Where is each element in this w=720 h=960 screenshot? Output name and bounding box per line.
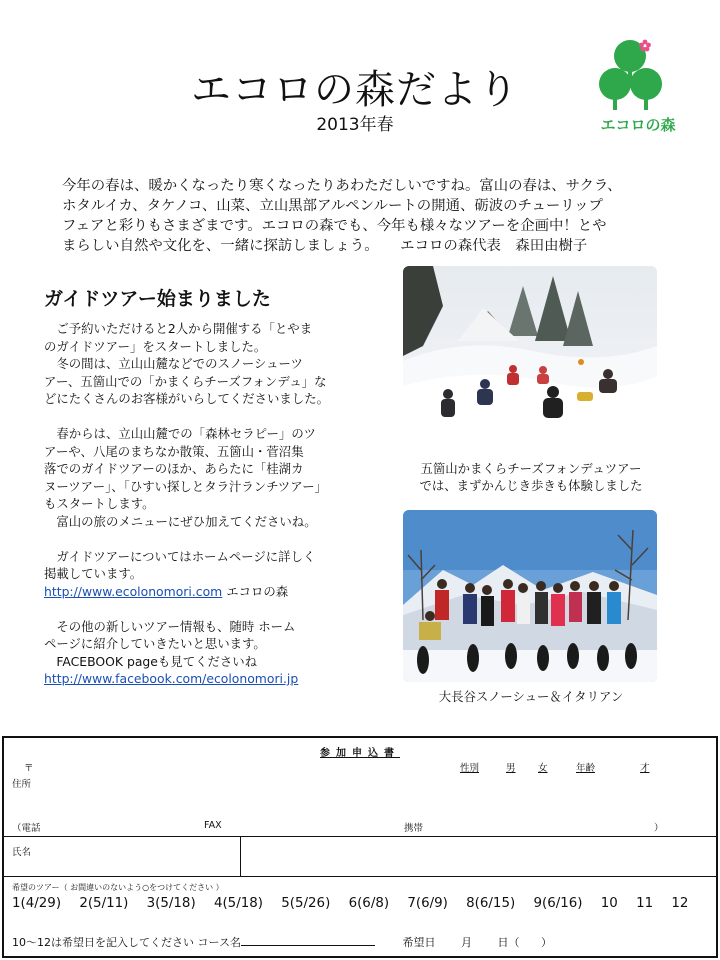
- body-line: ガイドツアーについてはホームページに詳しく: [44, 548, 316, 564]
- body-line: ヌーツアー」、「ひすい探しとタラ汁ランチツアー」: [44, 478, 327, 494]
- snowshoe-group-photo: [403, 510, 657, 682]
- address-label: 住所: [12, 779, 32, 790]
- page-subtitle: 2013年春: [316, 115, 394, 135]
- body-line: もスタートします。: [44, 496, 155, 511]
- body-line: アー、五箇山での「かまくらチーズフォンデュ」な: [44, 373, 327, 389]
- intro-line: ホタルイカ、タケノコ、山菜、立山黒部アルペンルートの開通、砺波のチューリップ: [62, 198, 603, 214]
- fax-label: FAX: [204, 820, 222, 831]
- kamakura-tour-photo: [403, 266, 657, 456]
- tour-prompt: 希望のツアー（ お間違いのないよう○をつけてください ）: [12, 883, 224, 892]
- body-line: 冬の間は、立山山麓などでのスノーシューツ: [44, 356, 303, 371]
- form-title: 参加申込書: [320, 748, 400, 759]
- day-close: ）: [540, 936, 552, 949]
- tour-option[interactable]: 9(6/16): [533, 896, 583, 911]
- body-line: アーや、八尾のまちなか散策、五箇山・菅沼集: [44, 443, 304, 459]
- day-label: 日（: [497, 936, 520, 949]
- tour-option[interactable]: 1(4/29): [12, 896, 62, 911]
- age-unit: 才: [640, 763, 650, 774]
- date-note: 10～12は希望日を記入してください: [12, 936, 194, 949]
- tour-options: [12, 896, 702, 911]
- body-line: FACEBOOK pageも見てくださいね: [44, 653, 258, 669]
- intro-line: フェアと彩りもさまざまです。エコロの森でも、今年も様々なツアーを企画中！とや: [62, 218, 607, 234]
- tour-option[interactable]: 7(6/9): [407, 896, 448, 911]
- intro-line: まらしい自然や文化を、一緒に探訪しましょう。 エコロの森代表 森田由樹子: [62, 238, 588, 254]
- caption-line: 五箇山かまくらチーズフォンデュツアー: [420, 461, 642, 476]
- photo2-caption: 大長谷スノーシュー＆イタリアン: [438, 689, 624, 704]
- name-label: 氏名: [12, 847, 32, 858]
- body-line: どにたくさんのお客様がいらしてくださいました。: [44, 391, 329, 406]
- photo1-caption: [386, 460, 676, 494]
- website-line: [44, 583, 344, 601]
- section-heading: ガイドツアー始まりました: [44, 288, 271, 310]
- form-footer: [12, 934, 552, 950]
- intro-line: 今年の春は、暖かくなったり寒くなったりあわただしいですね。富山の春は、サクラ、: [62, 178, 622, 194]
- course-input[interactable]: [241, 945, 375, 946]
- body-line: 春からは、立山山麓での「森林セラピー」のツ: [44, 426, 316, 441]
- tour-option[interactable]: 11: [636, 896, 654, 911]
- intro-message: [62, 176, 682, 256]
- tour-option[interactable]: 8(6/15): [466, 896, 516, 911]
- website-link[interactable]: http://www.ecolonomori.com: [44, 583, 223, 599]
- postal-mark: 〒: [24, 763, 34, 774]
- month-label: 月: [460, 936, 472, 949]
- body-line: 落でのガイドツアーのほか、あらたに「桂湖カ: [44, 461, 304, 476]
- gender-female[interactable]: 女: [538, 763, 548, 774]
- tour-option[interactable]: 5(5/26): [281, 896, 331, 911]
- article-body: [44, 320, 344, 688]
- tour-option[interactable]: 3(5/18): [146, 896, 196, 911]
- application-form: [2, 736, 718, 958]
- body-line: のガイドツアー」をスタートしました。: [44, 338, 267, 354]
- gender-label: 性別: [460, 763, 480, 774]
- phone-close: ）: [654, 823, 664, 834]
- body-line: ご予約いただけると2人から開催する「とやま: [44, 321, 313, 336]
- mobile-label: 携帯: [404, 823, 424, 834]
- tour-option[interactable]: 2(5/11): [79, 896, 129, 911]
- page-title: エコロの森だより: [191, 67, 519, 113]
- facebook-link[interactable]: http://www.facebook.com/ecolonomori.jp: [44, 671, 299, 686]
- tour-option[interactable]: 6(6/8): [348, 896, 390, 911]
- date-label: 希望日: [402, 936, 436, 949]
- caption-line: では、まずかんじき歩きも体験しました: [419, 478, 643, 493]
- tour-option[interactable]: 10: [600, 896, 618, 911]
- phone-label: （電話: [12, 823, 41, 834]
- tour-option[interactable]: 12: [671, 896, 689, 911]
- age-label: 年齢: [576, 763, 596, 774]
- tour-option[interactable]: 4(5/18): [213, 896, 263, 911]
- website-link-suffix: エコロの森: [226, 583, 289, 599]
- body-line: その他の新しいツアー情報も、随時 ホーム: [44, 618, 296, 634]
- body-line: 掲載しています。: [44, 566, 143, 581]
- body-line: 富山の旅のメニューにぜひ加えてくださいね。: [44, 513, 317, 529]
- course-label: コース名: [197, 936, 241, 949]
- gender-male[interactable]: 男: [506, 763, 516, 774]
- body-line: ページに紹介していきたいと思います。: [44, 636, 266, 651]
- logo-text: エコロの森: [600, 116, 676, 134]
